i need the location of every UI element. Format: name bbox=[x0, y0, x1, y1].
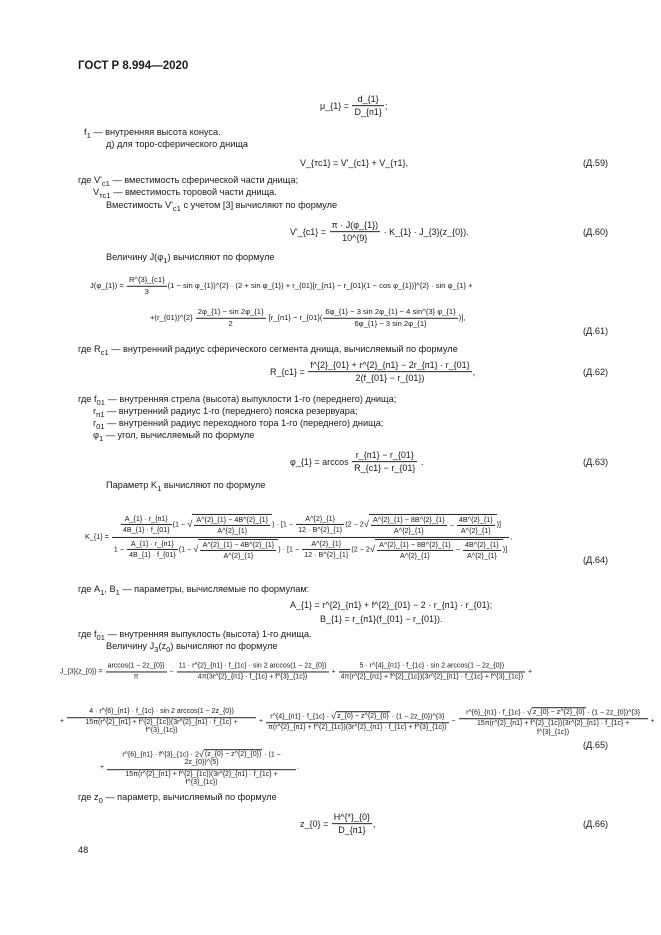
math-text: Параметр $K_1$ вычисляют по формуле bbox=[106, 480, 266, 493]
numerator bbox=[194, 516, 270, 526]
denominator bbox=[308, 373, 471, 384]
math-text: 11 · r^{2}_{п1} · f_{1с} · sin 2 arccos(1 − 2z_{0}) bbox=[178, 662, 327, 670]
text-line bbox=[106, 201, 337, 213]
fraction bbox=[121, 515, 172, 535]
math-text: Величину $J(\varphi_1)$ вычисляют по формуле bbox=[106, 252, 275, 265]
numerator bbox=[463, 541, 501, 551]
math-text: (z_{0} − z^{2}_{0}) bbox=[204, 751, 262, 759]
text-line bbox=[78, 585, 309, 597]
subscript: 01 bbox=[96, 632, 106, 642]
fraction bbox=[107, 749, 296, 787]
math-text: · K_{1} · J_{3}(z_{0}). bbox=[381, 226, 469, 237]
radical-sign: √ bbox=[363, 519, 369, 530]
math-text: + bbox=[648, 717, 655, 725]
math-text: A^{2}_{1} bbox=[311, 538, 342, 548]
square-root bbox=[370, 539, 503, 561]
fraction bbox=[459, 707, 648, 737]
denominator bbox=[107, 770, 296, 787]
math-text: [r_{п1} − r_{01}( bbox=[266, 312, 323, 322]
formula-d66 bbox=[300, 812, 376, 836]
radical-sign: √ bbox=[198, 749, 204, 760]
denominator bbox=[352, 463, 417, 474]
fraction bbox=[112, 514, 509, 560]
math-text: π(r^{2}_{п1} + f^{2}_{1с})(3r^{2}_{п1} · f_{1с} + f^{3}_{1с}) bbox=[268, 724, 447, 732]
numerator bbox=[339, 662, 525, 672]
math-text: r_{п1} − r_{01} bbox=[355, 450, 414, 461]
math-text: π · J(φ_{1}) bbox=[331, 220, 379, 231]
equation-number: (Д.65) bbox=[583, 740, 609, 750]
fraction bbox=[308, 360, 471, 384]
denominator bbox=[67, 718, 256, 735]
math-text: )], bbox=[458, 312, 466, 322]
subscript: с1 bbox=[101, 178, 110, 188]
math-text: A_{1} = r^{2}_{п1} + f^{2}_{01} − 2 · r_{п1} · r_{01}; bbox=[290, 599, 493, 610]
math-text: A^{2}_{1} bbox=[400, 550, 430, 560]
text-line bbox=[93, 419, 383, 431]
math-text: $f_1$ — внутренняя высота конуса. bbox=[84, 127, 221, 140]
radicand bbox=[192, 514, 272, 536]
numerator bbox=[332, 812, 372, 824]
denominator bbox=[332, 825, 372, 836]
fraction bbox=[323, 308, 457, 328]
math-text: H^{*}_{0} bbox=[333, 812, 371, 823]
fraction bbox=[196, 308, 266, 328]
denominator bbox=[127, 550, 178, 559]
math-text: + bbox=[257, 717, 266, 725]
radical-sign: √ bbox=[187, 519, 193, 530]
text-line bbox=[106, 481, 265, 493]
subscript: 1 bbox=[115, 587, 120, 597]
equation-number: (Д.59) bbox=[583, 158, 609, 168]
square-root bbox=[364, 514, 497, 536]
square-root bbox=[193, 539, 278, 561]
math-text: (1 − bbox=[172, 519, 188, 529]
math-text: r^{6}_{п1} · f_{1с} · bbox=[466, 709, 527, 717]
math-text: A^{2}_{1} − 8B^{2}_{1} bbox=[372, 514, 445, 524]
radical-sign: √ bbox=[526, 707, 532, 718]
numerator bbox=[200, 541, 276, 551]
math-text: + bbox=[329, 667, 338, 675]
denominator bbox=[377, 551, 453, 560]
denominator bbox=[127, 287, 167, 297]
square-root bbox=[187, 514, 272, 536]
text-line bbox=[106, 140, 248, 149]
math-text: где $A_1$, $B_1$ — параметры, вычисляемые по формулам: bbox=[78, 584, 310, 597]
math-text: J_{3}(z_{0}) = bbox=[60, 667, 105, 675]
numerator bbox=[121, 515, 172, 525]
formula-d61-line1 bbox=[90, 276, 473, 296]
math-text: − bbox=[449, 717, 458, 725]
math-text: 4B^{2}_{1} bbox=[458, 514, 493, 524]
text-line bbox=[78, 176, 298, 188]
formula-mu1 bbox=[320, 94, 387, 118]
math-text: μ_{1} = bbox=[320, 100, 352, 111]
fraction bbox=[352, 450, 417, 474]
fraction bbox=[330, 220, 381, 244]
denominator bbox=[194, 526, 270, 535]
fraction bbox=[339, 662, 525, 681]
numerator bbox=[177, 662, 329, 672]
fraction bbox=[463, 541, 501, 561]
equation-number: (Д.64) bbox=[583, 555, 609, 565]
page-number: 48 bbox=[78, 845, 89, 855]
numerator bbox=[457, 516, 495, 526]
square-root bbox=[331, 711, 390, 721]
numerator bbox=[107, 749, 296, 770]
math-text: A^{2}_{1} bbox=[217, 526, 248, 536]
math-text: 12 · B^{2}_{1} bbox=[298, 525, 343, 535]
denominator bbox=[459, 720, 648, 737]
math-text: (1 − bbox=[178, 544, 194, 554]
fraction bbox=[106, 662, 167, 681]
numerator bbox=[352, 450, 417, 462]
math-text: B_{1} = r_{п1}(f_{01} − r_{01}). bbox=[320, 613, 443, 624]
math-text: + bbox=[526, 667, 533, 675]
numerator bbox=[352, 94, 383, 106]
math-text: arccos(1 − 2z_{0}) bbox=[107, 662, 165, 670]
formula-d65-line1 bbox=[60, 662, 532, 681]
numerator bbox=[112, 514, 509, 538]
math-text: φ_{1} = arccos bbox=[290, 456, 352, 467]
math-text: · (1 − 2z_{0})^{3} bbox=[585, 709, 641, 717]
text-line bbox=[78, 793, 277, 805]
radicand bbox=[375, 539, 503, 561]
subscript: 1 bbox=[163, 255, 168, 265]
text-line bbox=[84, 128, 221, 140]
math-text: 1 − bbox=[113, 544, 126, 554]
math-text: A_{1} · r_{п1} bbox=[130, 538, 174, 548]
subscript: тс1 bbox=[99, 190, 111, 200]
math-text: 4 · r^{6}_{п1} · f_{1с} · sin 2 arccos(1 − 2z_{0}) bbox=[89, 708, 234, 716]
math-text: · (1 − 2z_{0})^{5} bbox=[184, 751, 283, 767]
math-text: , bbox=[510, 531, 513, 541]
math-text: д) для торо-сферического днища bbox=[106, 139, 248, 149]
fraction bbox=[352, 94, 383, 118]
square-root bbox=[527, 707, 586, 717]
math-text: 4π(r^{2}_{п1} + f^{2}_{1с})(3r^{2}_{п1} · f_{1с} + f^{3}_{1с}) bbox=[340, 673, 524, 681]
math-text: )] bbox=[496, 519, 502, 529]
numerator bbox=[106, 662, 167, 672]
math-text: r^{4}_{п1} · f_{1с} · bbox=[270, 713, 332, 721]
math-text: (2 − 2 bbox=[351, 544, 370, 554]
math-text: 2(f_{01} − r_{01}) bbox=[355, 373, 425, 384]
formula-d64 bbox=[85, 514, 512, 560]
numerator bbox=[459, 707, 648, 719]
math-text: A^{2}_{1} bbox=[466, 550, 497, 560]
math-text: z_{0} − z^{2}_{0} bbox=[337, 713, 389, 721]
math-text: 6φ_{1} − 3 sin 2φ_{1} bbox=[354, 318, 427, 328]
math-text: K_{1} = bbox=[85, 531, 111, 541]
fraction bbox=[332, 812, 372, 836]
math-text: A_{1} · r_{п1} bbox=[124, 513, 168, 523]
denominator bbox=[112, 538, 509, 561]
formula-d61-line2 bbox=[150, 308, 465, 328]
equation-number: (Д.63) bbox=[583, 457, 609, 467]
denominator bbox=[266, 724, 449, 733]
equation-number: (Д.61) bbox=[583, 326, 609, 336]
subscript: 1 bbox=[100, 587, 105, 597]
formula-d65-line3 bbox=[100, 749, 299, 787]
numerator bbox=[371, 516, 447, 526]
fraction bbox=[67, 708, 256, 735]
math-text: , bbox=[472, 366, 476, 377]
numerator bbox=[323, 308, 457, 319]
numerator bbox=[308, 360, 471, 372]
text-line bbox=[93, 188, 277, 200]
fraction bbox=[177, 662, 329, 681]
math-text: R_{с1} − r_{01} bbox=[354, 463, 416, 474]
math-text: ) · [1 − bbox=[278, 544, 302, 554]
denominator bbox=[106, 673, 167, 682]
denominator bbox=[296, 525, 344, 534]
math-text: A^{2}_{1} bbox=[393, 526, 424, 536]
numerator bbox=[127, 540, 178, 550]
formula-a1 bbox=[290, 600, 492, 610]
radicand bbox=[532, 707, 586, 717]
fraction bbox=[194, 516, 270, 536]
math-text: (1 − sin φ_{1})^{2} · (2 + sin φ_{1}) + r_{01}[r_{п1} − r_{01}(1 − cos φ_{1})]^{2} · sin φ_{1} + bbox=[167, 280, 473, 290]
equation-number: (Д.60) bbox=[583, 227, 609, 237]
math-text: D_{п1} bbox=[338, 825, 366, 836]
math-text: + bbox=[100, 763, 107, 771]
subscript: 0 bbox=[98, 795, 103, 805]
math-text: Вместимость $V'_{с1}$ с учетом [3] вычисляют по формуле bbox=[106, 200, 338, 213]
math-text: . bbox=[297, 763, 299, 771]
denominator bbox=[463, 551, 501, 560]
denominator bbox=[121, 525, 172, 534]
math-text: A^{2}_{1} bbox=[223, 550, 254, 560]
fraction bbox=[266, 711, 449, 733]
math-text: +(r_{01})^{2} bbox=[150, 312, 195, 322]
math-text: , bbox=[373, 818, 376, 829]
fraction bbox=[371, 516, 447, 536]
math-text: d_{1} bbox=[357, 94, 379, 105]
formula-d60 bbox=[290, 220, 469, 244]
math-text: 2 bbox=[228, 318, 233, 328]
denominator bbox=[196, 319, 266, 329]
fraction bbox=[302, 540, 350, 560]
fraction bbox=[127, 540, 178, 560]
text-line bbox=[93, 431, 254, 443]
math-text: $r_{01}$ — внутренний радиус переходного тора 1-го (переднего) днища; bbox=[93, 418, 384, 431]
math-text: A^{2}_{1} − 8B^{2}_{1} bbox=[379, 539, 451, 549]
denominator bbox=[352, 107, 383, 118]
math-text: V_{тс1} = V'_{с1} + V_{т1}, bbox=[300, 157, 408, 168]
math-text: где $R_{с1}$ — внутренний радиус сферического сегмента днища, вычисляемый по формуле bbox=[78, 344, 458, 357]
math-text: r^{6}_{п1} · f^{3}_{1с} · 2 bbox=[122, 751, 199, 759]
math-text: z_{0} = bbox=[300, 818, 331, 829]
math-text: 15π(r^{2}_{п1} + f^{2}_{1с})(3r^{2}_{п1} · f_{1с} + f^{3}_{1с}) bbox=[476, 720, 632, 736]
math-text: 15π(r^{2}_{п1} + f^{2}_{1с})(3r^{2}_{п1} · f_{1с} + f^{3}_{1с}) bbox=[125, 770, 280, 786]
formula-d65-line2 bbox=[60, 707, 655, 737]
math-text: ; bbox=[384, 100, 388, 111]
text-line bbox=[78, 395, 396, 407]
denominator bbox=[457, 526, 495, 535]
radical-sign: √ bbox=[331, 711, 337, 722]
subscript: 1 bbox=[98, 433, 104, 443]
math-text: где $V'_{с1}$ — вместимость сферической части днища; bbox=[78, 175, 299, 188]
math-text: где $z_0$ — параметр, вычисляемый по формуле bbox=[78, 792, 277, 805]
subscript: 3 bbox=[154, 644, 159, 654]
math-text: A^{2}_{1} bbox=[460, 526, 491, 536]
formula-d62 bbox=[270, 360, 475, 384]
math-text: $V_{тс1}$ — вместимость торовой части днища. bbox=[93, 187, 277, 200]
math-text: · (1 − 2z_{0})^{3} bbox=[389, 713, 445, 721]
fraction bbox=[296, 515, 344, 535]
math-text: 4B^{2}_{1} bbox=[464, 539, 499, 549]
math-text: 4B_{1} · f_{01} bbox=[128, 549, 176, 559]
denominator bbox=[177, 673, 329, 682]
subscript: с1 bbox=[100, 347, 109, 357]
math-text: R_{с1} = bbox=[270, 366, 308, 377]
equation-number: (Д.62) bbox=[583, 367, 609, 377]
square-root bbox=[199, 749, 262, 759]
math-text: A^{2}_{1} − 4B^{2}_{1} bbox=[196, 514, 269, 524]
math-text: D_{п1} bbox=[354, 107, 382, 118]
denominator bbox=[200, 551, 276, 560]
math-text: 2φ_{1} − sin 2φ_{1} bbox=[197, 306, 264, 316]
math-text: Величину $J_3(z_0)$ вычисляют по формуле bbox=[106, 641, 278, 654]
math-text: (2 − 2 bbox=[345, 519, 364, 529]
math-text: 5 · r^{4}_{п1} · f_{1с} · sin 2 arccos(1 − 2z_{0}) bbox=[359, 662, 505, 670]
numerator bbox=[377, 541, 453, 551]
radical-sign: √ bbox=[193, 543, 199, 554]
math-text: R^{3}_{с1} bbox=[128, 274, 165, 284]
numerator bbox=[302, 540, 350, 550]
numerator bbox=[196, 308, 266, 319]
math-text: − bbox=[167, 667, 176, 675]
text-line bbox=[78, 630, 312, 642]
math-text: 4π(3r^{2}_{п1} · f_{1с} + f^{3}_{1с}) bbox=[197, 673, 308, 681]
math-text: 4B_{1} · f_{01} bbox=[122, 525, 170, 535]
math-text: J(φ_{1}) = bbox=[90, 280, 126, 290]
denominator bbox=[302, 550, 350, 559]
numerator bbox=[296, 515, 344, 525]
math-text: V'_{с1} = bbox=[290, 226, 329, 237]
radicand bbox=[204, 749, 262, 759]
subscript: п1 bbox=[96, 409, 105, 419]
denominator bbox=[330, 233, 381, 244]
radicand bbox=[369, 514, 497, 536]
math-text: 10^{9} bbox=[342, 233, 368, 244]
math-text: 15π(r^{2}_{п1} + f^{2}_{1с})(3r^{2}_{п1} · f_{1с} + f^{3}_{1с}) bbox=[85, 719, 240, 735]
text-line bbox=[106, 642, 277, 654]
radical-sign: √ bbox=[369, 543, 376, 554]
math-text: 12 · B^{2}_{1} bbox=[304, 549, 349, 559]
math-text: ) · [1 − bbox=[272, 519, 296, 529]
math-text: + bbox=[60, 717, 67, 725]
text-line bbox=[78, 345, 458, 357]
math-text: )] bbox=[502, 544, 508, 554]
math-text: 3 bbox=[144, 286, 149, 296]
math-text: π bbox=[133, 673, 139, 681]
subscript: 0 bbox=[166, 644, 171, 654]
denominator bbox=[371, 526, 447, 535]
text-line bbox=[93, 407, 358, 419]
math-text: z_{0} − z^{2}_{0} bbox=[532, 709, 585, 717]
subscript: с1 bbox=[172, 203, 181, 213]
subscript: 1 bbox=[157, 483, 162, 493]
radicand bbox=[336, 711, 390, 721]
numerator bbox=[330, 220, 381, 232]
fraction bbox=[377, 541, 453, 561]
fraction bbox=[457, 516, 495, 536]
denominator bbox=[339, 673, 525, 682]
math-text: A^{2}_{1} − 4B^{2}_{1} bbox=[202, 539, 275, 549]
formula-b1 bbox=[320, 614, 442, 624]
math-text: − bbox=[453, 545, 462, 555]
equation-number: (Д.66) bbox=[583, 819, 609, 829]
subscript: 01 bbox=[96, 397, 106, 407]
denominator bbox=[323, 319, 457, 329]
fraction bbox=[200, 541, 276, 561]
formula-d63 bbox=[290, 450, 423, 474]
math-text: 6φ_{1} − 3 sin 2φ_{1} − 4 sin^{3} φ_{1} bbox=[325, 306, 456, 316]
math-text: f^{2}_{01} + r^{2}_{п1} − 2r_{п1} · r_{01} bbox=[310, 360, 470, 371]
math-text: A^{2}_{1} bbox=[305, 513, 336, 523]
subscript: 1 bbox=[86, 130, 91, 140]
subscript: 01 bbox=[96, 421, 105, 431]
math-text: − bbox=[447, 520, 456, 530]
math-text: где $f_{01}$ — внутренняя выпуклость (высота) 1-го днища. bbox=[78, 629, 312, 642]
document-header: ГОСТ Р 8.994—2020 bbox=[78, 60, 189, 72]
math-text: где $f_{01}$ — внутренняя стрела (высота) выпуклости 1-го (переднего) днища; bbox=[78, 394, 397, 407]
math-text: $\varphi_1$ — угол, вычисляемый по формуле bbox=[93, 430, 255, 443]
formula-d59 bbox=[300, 158, 408, 168]
radicand bbox=[198, 539, 278, 561]
numerator bbox=[67, 708, 256, 718]
fraction bbox=[127, 276, 167, 296]
math-text: . bbox=[418, 456, 424, 467]
numerator bbox=[266, 711, 449, 723]
text-line bbox=[106, 253, 275, 265]
math-text: $r_{п1}$ — внутренний радиус 1-го (переднего) пояска резервуара; bbox=[93, 406, 358, 419]
numerator bbox=[127, 276, 167, 287]
